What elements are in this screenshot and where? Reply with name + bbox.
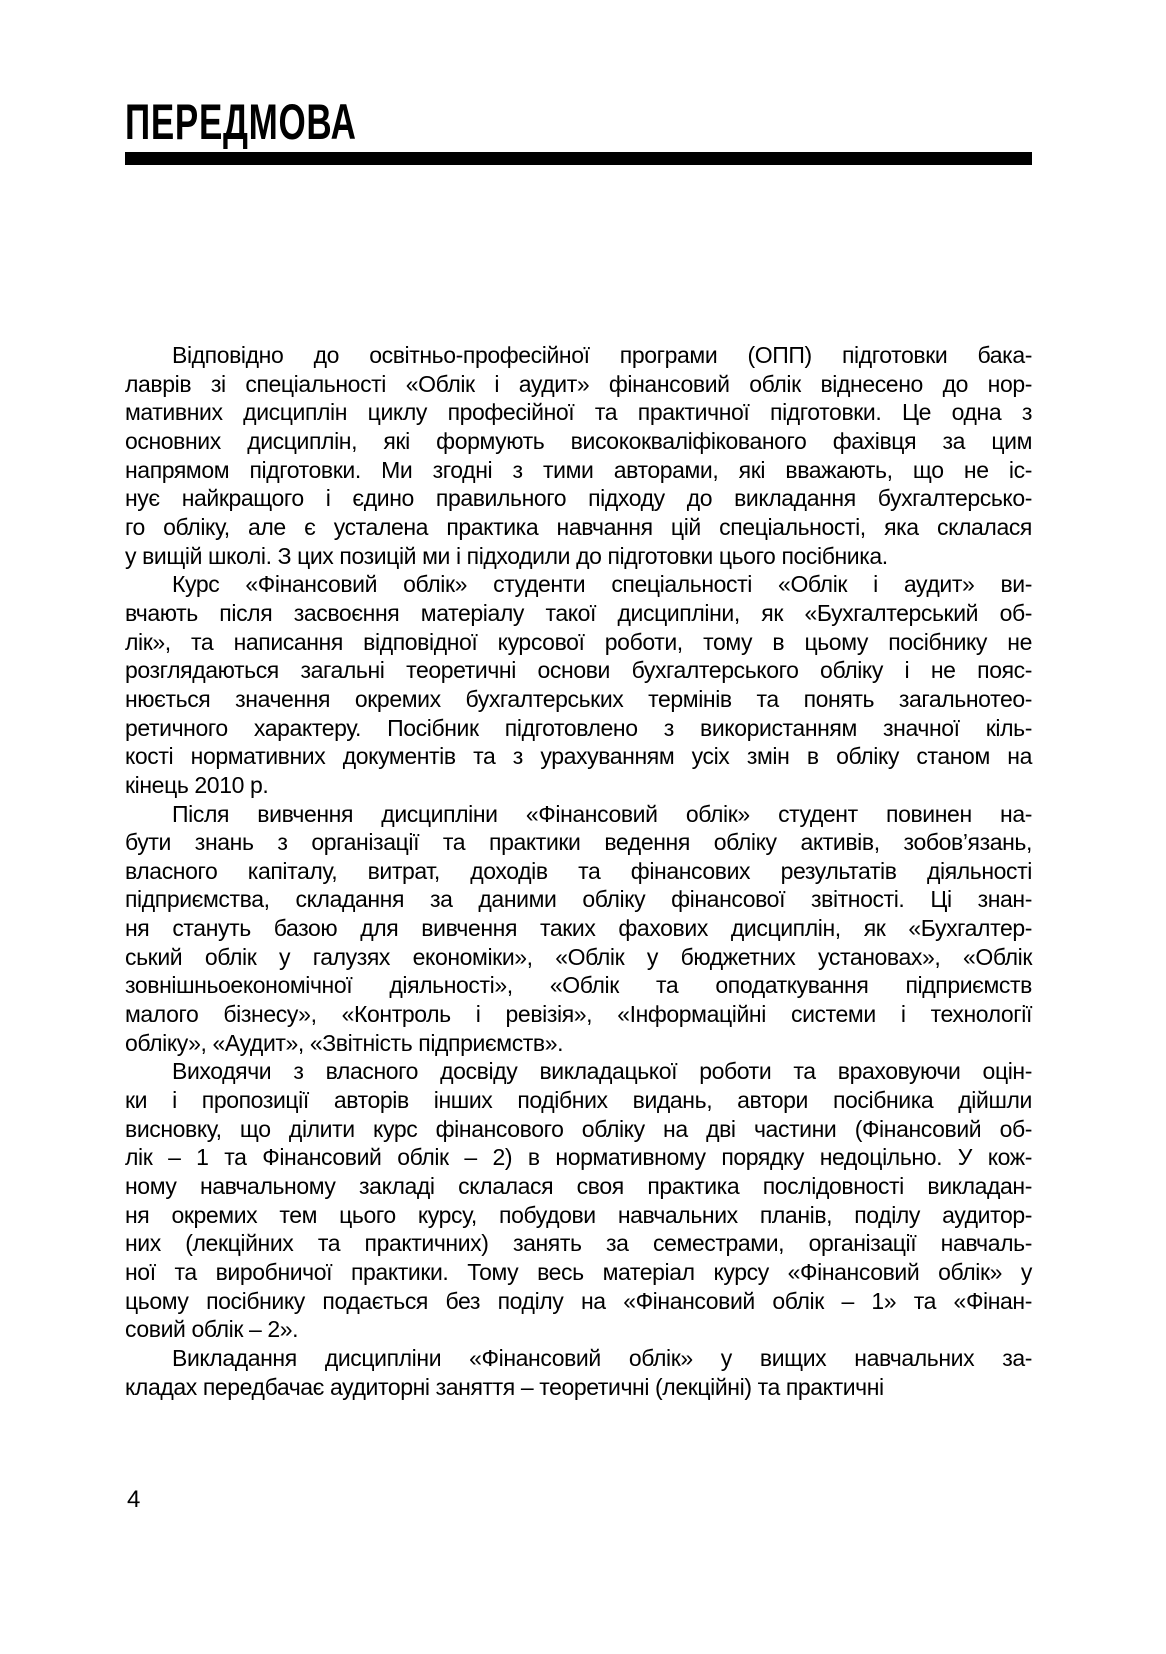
text-line: кінець 2010 р. — [125, 771, 269, 798]
text-line: Викладання дисципліни «Фінансовий облік» у вищих навчальних за- — [172, 1344, 1032, 1371]
title-underline-rule — [125, 152, 1032, 165]
text-line: обліку», «Аудит», «Звітність підприємств». — [125, 1029, 564, 1056]
text-line: у вищій школі. З цих позицій ми і підходили до підготовки цього посібника. — [125, 542, 888, 569]
paragraph — [125, 1057, 1032, 1344]
text-line: го обліку, але є усталена практика навчання цій спеціальності, яка склалася — [125, 513, 1032, 540]
text-line: ки і пропозиції авторів інших подібних видань, автори посібника дійшли — [125, 1087, 1032, 1114]
paragraph — [125, 341, 1032, 570]
text-line: вчають після засвоєння матеріалу такої дисципліни, як «Бухгалтерський об- — [125, 599, 1032, 626]
text-line: розглядаються загальні теоретичні основи бухгалтерського обліку і не пояс- — [125, 657, 1032, 684]
text-line: Виходячи з власного досвіду викладацької роботи та враховуючи оцін- — [172, 1058, 1032, 1085]
body-text — [125, 341, 1032, 1401]
page-title: ПЕРЕДМОВА — [125, 94, 357, 150]
text-line: зовнішньоекономічної діяльності», «Облік та оподаткування підприємств — [125, 972, 1032, 999]
text-line: совий облік – 2». — [125, 1316, 299, 1343]
text-line: лаврів зі спеціальності «Облік і аудит» фінансовий облік віднесено до нор- — [125, 370, 1032, 397]
paragraph — [125, 800, 1032, 1058]
text-line: напрямом підготовки. Ми згодні з тими авторами, які вважають, що не іс- — [125, 456, 1032, 483]
text-line: кладах передбачає аудиторні заняття – теоретичні (лекційні) та практичні — [125, 1373, 884, 1400]
text-line: ретичного характеру. Посібник підготовлено з використанням значної кіль- — [125, 714, 1032, 741]
text-line: Відповідно до освітньо-професійної програми (ОПП) підготовки бака- — [172, 342, 1032, 368]
text-line: Курс «Фінансовий облік» студенти спеціальності «Облік і аудит» ви- — [172, 571, 1032, 598]
text-line: лік», та написання відповідної курсової роботи, тому в цьому посібнику не — [125, 628, 1032, 655]
text-line: кості нормативних документів та з урахуванням усіх змін в обліку станом на — [125, 743, 1032, 770]
text-line: ня окремих тем цього курсу, побудови навчальних планів, поділу аудитор- — [125, 1201, 1032, 1228]
text-line: цьому посібнику подається без поділу на «Фінансовий облік – 1» та «Фінан- — [125, 1287, 1032, 1314]
text-line: ної та виробничої практики. Тому весь матеріал курсу «Фінансовий облік» у — [125, 1259, 1032, 1285]
text-line: ному навчальному закладі склалася своя практика послідовності викладан- — [125, 1173, 1032, 1200]
paragraph — [125, 570, 1032, 799]
text-line: бути знань з організації та практики ведення обліку активів, зобов’язань, — [125, 829, 1032, 856]
text-line: висновку, що ділити курс фінансового обліку на дві частини (Фінансовий об- — [125, 1115, 1032, 1142]
text-line: лік – 1 та Фінансовий облік – 2) в нормативному порядку недоцільно. У кож- — [125, 1144, 1032, 1171]
text-line: власного капіталу, витрат, доходів та фінансових результатів діяльності — [125, 857, 1032, 884]
text-line: нує найкращого і єдино правильного підходу до викладання бухгалтерсько- — [125, 485, 1032, 512]
text-line: ня стануть базою для вивчення таких фахових дисциплін, як «Бухгалтер- — [125, 915, 1032, 942]
text-line: Після вивчення дисципліни «Фінансовий облік» студент повинен на- — [172, 800, 1032, 827]
text-line: мативних дисциплін циклу професійної та практичної підготовки. Це одна з — [125, 399, 1032, 426]
text-line: ський облік у галузях економіки», «Облік у бюджетних установах», «Облік — [125, 943, 1032, 970]
text-line: підприємства, складання за даними обліку фінансової звітності. Ці знан- — [125, 886, 1032, 913]
page-number: 4 — [127, 1486, 141, 1513]
text-line: малого бізнесу», «Контроль і ревізія», «Інформаційні системи і технології — [125, 1001, 1032, 1028]
text-line: них (лекційних та практичних) занять за семестрами, організації навчаль- — [125, 1230, 1032, 1257]
text-line: основних дисциплін, які формують висококваліфікованого фахівця за цим — [125, 427, 1032, 454]
paragraph — [125, 1344, 1032, 1401]
text-line: нюється значення окремих бухгалтерських термінів та понять загальнотео- — [125, 685, 1032, 712]
